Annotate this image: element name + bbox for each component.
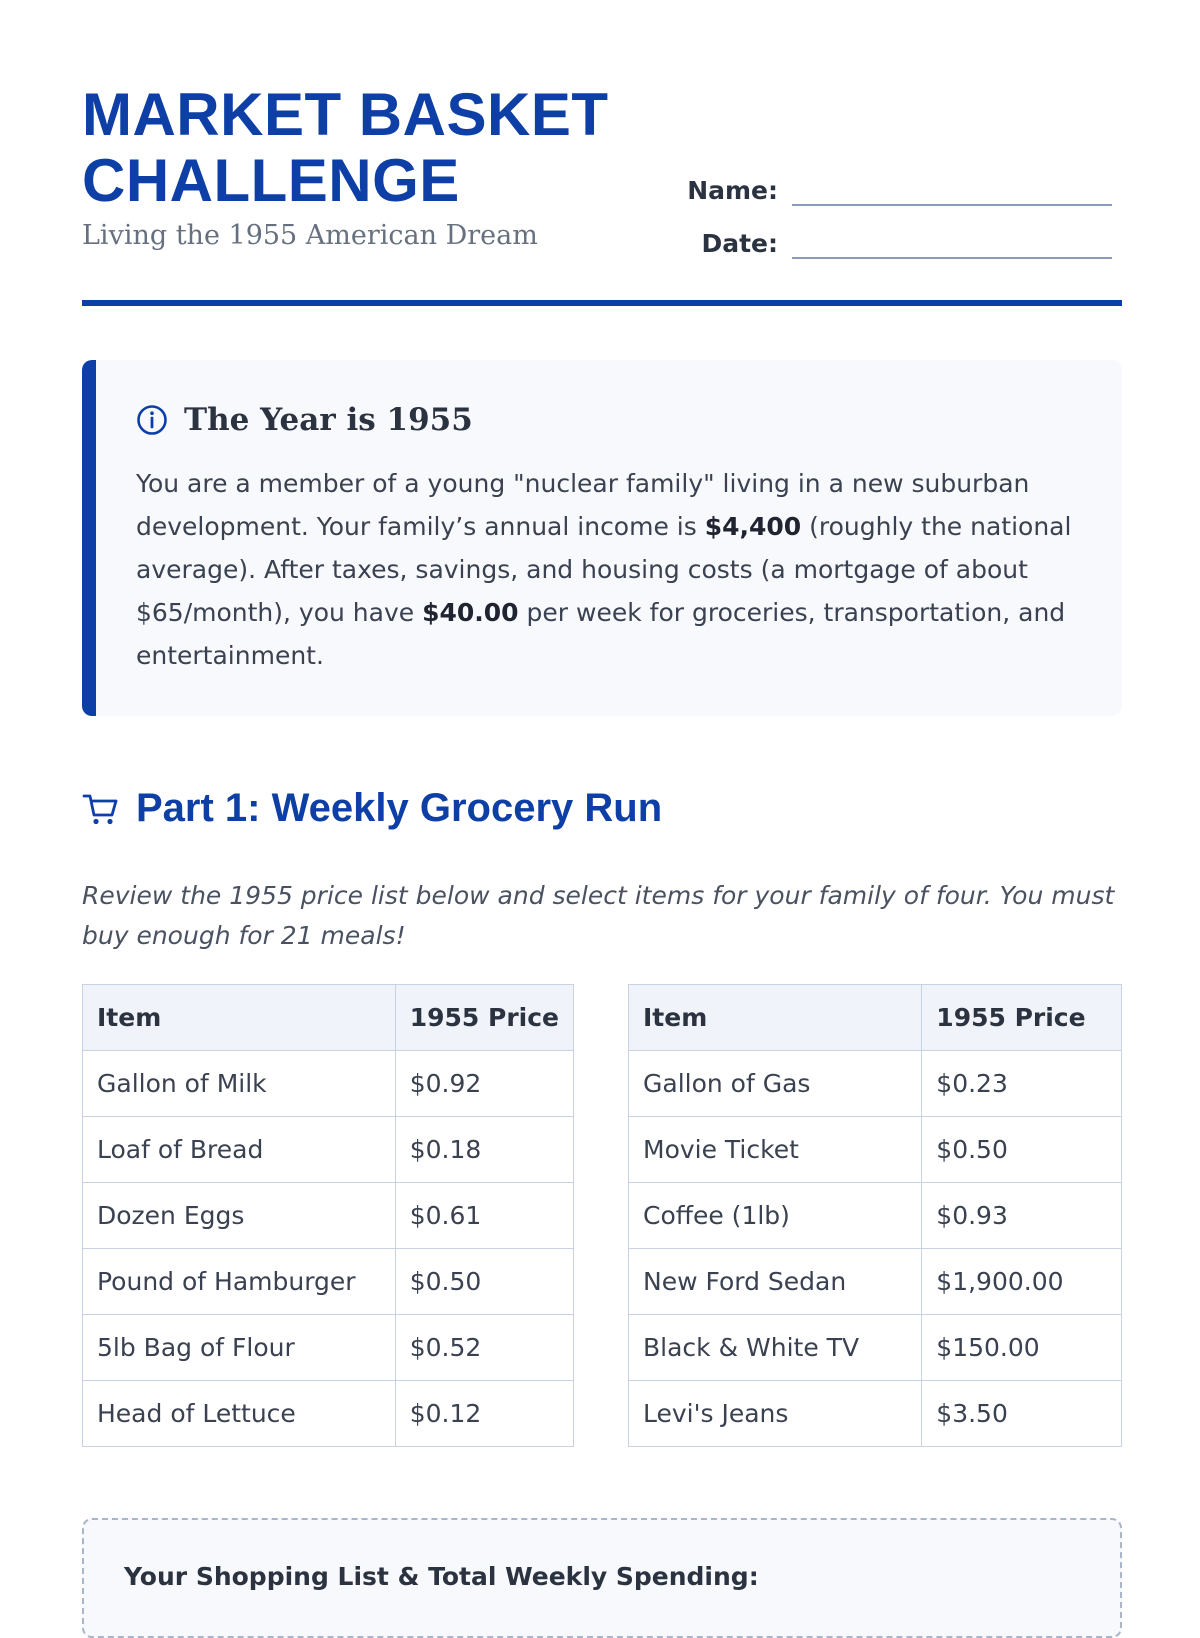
table-row — [83, 1183, 574, 1249]
item-cell: Gallon of Milk — [83, 1051, 396, 1117]
part1-title: Part 1: Weekly Grocery Run — [136, 786, 663, 830]
table-row — [83, 1051, 574, 1117]
table-header-row — [83, 985, 574, 1051]
price-cell: $0.12 — [395, 1381, 573, 1447]
price-cell: $150.00 — [922, 1315, 1122, 1381]
price-cell: $3.50 — [922, 1381, 1122, 1447]
item-cell: New Ford Sedan — [629, 1249, 922, 1315]
date-input-line[interactable] — [792, 223, 1112, 259]
price-cell: $0.18 — [395, 1117, 573, 1183]
table-row — [83, 1381, 574, 1447]
item-cell: Black & White TV — [629, 1315, 922, 1381]
info-icon — [136, 404, 168, 436]
price-cell: $1,900.00 — [922, 1249, 1122, 1315]
item-cell: Loaf of Bread — [83, 1117, 396, 1183]
shopping-list-label: Your Shopping List & Total Weekly Spending: — [124, 1562, 759, 1591]
worksheet-page — [82, 0, 1122, 1591]
worksheet-header — [82, 0, 1122, 306]
item-cell: 5lb Bag of Flour — [83, 1315, 396, 1381]
shopping-list-box[interactable] — [82, 1518, 1122, 1638]
price-cell: $0.93 — [922, 1183, 1122, 1249]
table-row — [629, 1249, 1122, 1315]
table-header-row — [629, 985, 1122, 1051]
name-input-line[interactable] — [792, 170, 1112, 206]
column-header-price: 1955 Price — [922, 985, 1122, 1051]
table-row — [83, 1315, 574, 1381]
callout-title: The Year is 1955 — [184, 402, 473, 438]
table-row — [629, 1381, 1122, 1447]
title-line-1: MARKET BASKET — [82, 81, 609, 148]
item-cell: Movie Ticket — [629, 1117, 922, 1183]
page-subtitle: Living the 1955 American Dream — [82, 220, 538, 251]
column-header-item: Item — [83, 985, 396, 1051]
column-header-price: 1955 Price — [395, 985, 573, 1051]
item-cell: Levi's Jeans — [629, 1381, 922, 1447]
page-title — [82, 82, 642, 214]
part1-instructions: Review the 1955 price list below and select items for your family of four. You must buy enough for 21 meals! — [82, 881, 1115, 950]
table-row — [629, 1117, 1122, 1183]
callout-body — [136, 462, 1086, 677]
price-cell: $0.92 — [395, 1051, 573, 1117]
title-line-2: CHALLENGE — [82, 147, 460, 214]
name-field — [668, 170, 1112, 206]
item-cell: Head of Lettuce — [83, 1381, 396, 1447]
name-label: Name: — [687, 176, 778, 205]
callout-text-3: per week for groceries, transportation, and entertainment. — [136, 598, 1066, 670]
price-cell: $0.52 — [395, 1315, 573, 1381]
column-header-item: Item — [629, 985, 922, 1051]
intro-callout — [82, 360, 1122, 716]
callout-text-1: You are a member of a young "nuclear family" living in a new suburban development. Your family’s annual income is — [136, 469, 1030, 541]
table-row — [629, 1051, 1122, 1117]
cart-icon — [82, 790, 120, 828]
header-divider — [82, 300, 1122, 306]
weekly-budget: $40.00 — [422, 598, 519, 627]
item-cell: Dozen Eggs — [83, 1183, 396, 1249]
table-row — [83, 1117, 574, 1183]
part1-header — [82, 786, 662, 831]
income-amount: $4,400 — [704, 512, 802, 541]
price-table-left — [82, 984, 574, 1447]
price-table-right — [628, 984, 1122, 1447]
table-row — [629, 1315, 1122, 1381]
date-field — [668, 223, 1112, 259]
item-cell: Gallon of Gas — [629, 1051, 922, 1117]
item-cell: Coffee (1lb) — [629, 1183, 922, 1249]
price-cell: $0.61 — [395, 1183, 573, 1249]
table-row — [629, 1183, 1122, 1249]
price-cell: $0.50 — [395, 1249, 573, 1315]
price-cell: $0.23 — [922, 1051, 1122, 1117]
callout-header — [136, 402, 473, 438]
callout-text-2: (roughly the national average). After taxes, savings, and housing costs (a mortgage of about $65/month), you have — [136, 512, 1072, 627]
price-cell: $0.50 — [922, 1117, 1122, 1183]
date-label: Date: — [701, 229, 778, 258]
table-row — [83, 1249, 574, 1315]
item-cell: Pound of Hamburger — [83, 1249, 396, 1315]
